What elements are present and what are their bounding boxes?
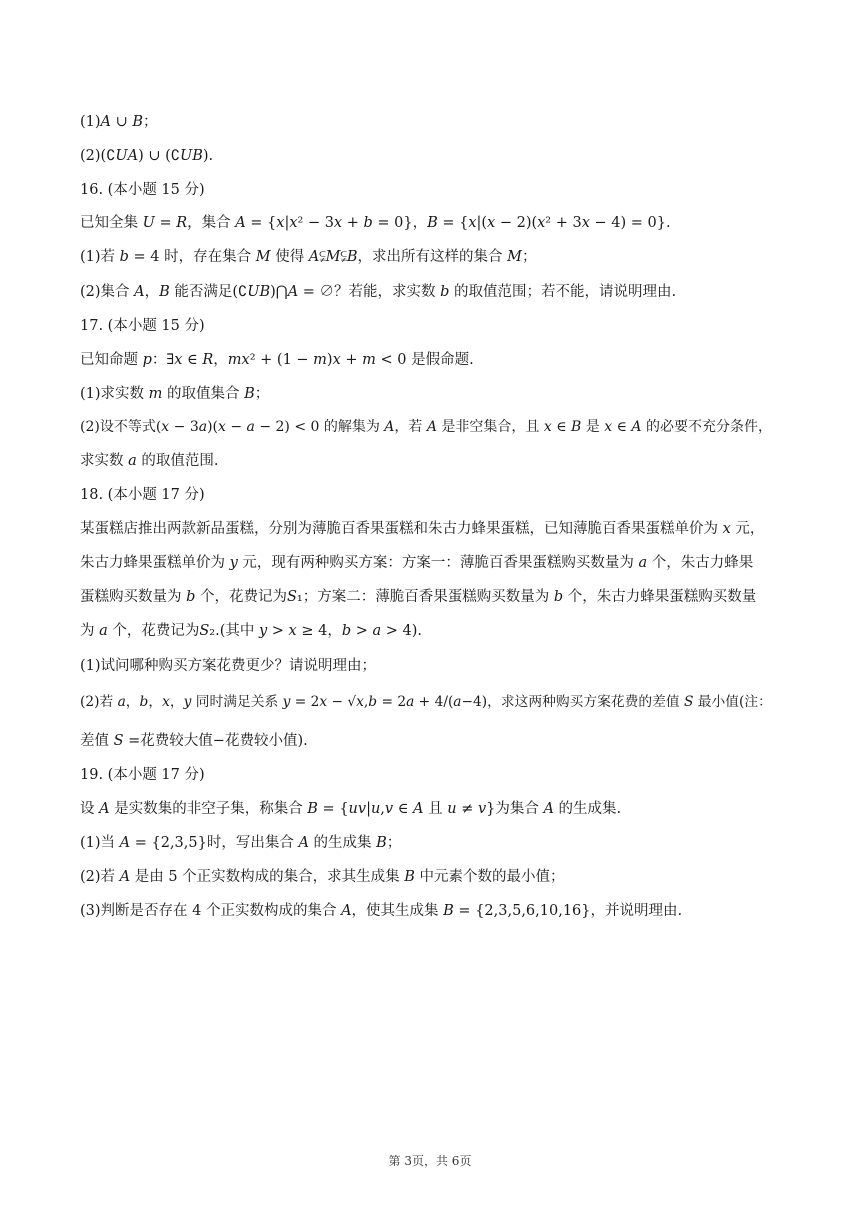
text-line: 蛋糕购买数量为 𝑏 个，花费记为𝑆₁；方案二：薄脆百香果蛋糕购买数量为 𝑏 个，朱古力蜂果蛋糕购买数量 — [80, 589, 757, 605]
text-line: (1)试问哪种购买方案花费更少？请说明理由； — [80, 658, 377, 674]
text-line: (2)设不等式(𝑥 − 3𝑎)(𝑥 − 𝑎 − 2) < 0 的解集为 𝐴，若 𝐴 是非空集合，且 𝑥 ∈ 𝐵 是 𝑥 ∈ 𝐴 的必要不充分条件， — [80, 419, 772, 435]
text-line: (1)求实数 𝑚 的取值集合 𝐵； — [80, 386, 270, 402]
text-line: (1)若 𝑏 = 4 时，存在集合 𝑀 使得 𝐴⫋𝑀⫋𝐵，求出所有这样的集合 𝑀； — [80, 249, 537, 265]
question-heading: 16. (本小题 15 分) — [80, 182, 205, 198]
question-heading: 17. (本小题 15 分) — [80, 318, 205, 334]
text-line: (2)若 𝐴 是由 5 个正实数构成的集合，求其生成集 𝐵 中元素个数的最小值； — [80, 869, 565, 885]
text-line: 已知命题 𝑝：∃𝑥 ∈ 𝑅，𝑚𝑥² + (1 − 𝑚)𝑥 + 𝑚 < 0 是假命题. — [80, 352, 474, 368]
text-line: (2)若 𝑎，𝑏，𝑥，𝑦 同时满足关系 𝑦 = 2𝑥 − √𝑥,𝑏 = 2𝑎 + 4/(𝑎−4)，求这两种购买方案花费的差值 𝑆 最小值(注： — [80, 694, 772, 710]
question-heading: 19. (本小题 17 分) — [80, 767, 205, 783]
text-line: (1)当 𝐴 = {2,3,5}时，写出集合 𝐴 的生成集 𝐵； — [80, 835, 402, 851]
text-line: (2)集合 𝐴，𝐵 能否满足(∁𝑈𝐵)⋂𝐴 = ∅？若能，求实数 𝑏 的取值范围；若不能，请说明理由. — [80, 284, 677, 300]
text-line: 已知全集 𝑈 = 𝑅，集合 𝐴 = {𝑥|𝑥² − 3𝑥 + 𝑏 = 0}，𝐵 = {𝑥|(𝑥 − 2)(𝑥² + 3𝑥 − 4) = 0}. — [80, 215, 671, 231]
text-line: 差值 𝑆 =花费较大值−花费较小值). — [80, 733, 308, 749]
question-heading: 18. (本小题 17 分) — [80, 487, 205, 503]
text-line: 某蛋糕店推出两款新品蛋糕，分别为薄脆百香果蛋糕和朱古力蜂果蛋糕，已知薄脆百香果蛋糕单价为 𝑥 元， — [80, 521, 765, 537]
text-line: 设 𝐴 是实数集的非空子集，称集合 𝐵 = {𝑢𝑣|𝑢,𝑣 ∈ 𝐴 且 𝑢 ≠ 𝑣}为集合 𝐴 的生成集. — [80, 801, 622, 817]
text-line: (3)判断是否存在 4 个正实数构成的集合 𝐴，使其生成集 𝐵 = {2,3,5,6,10,16}，并说明理由. — [80, 903, 683, 919]
text-line: 朱古力蜂果蛋糕单价为 𝑦 元，现有两种购买方案：方案一：薄脆百香果蛋糕购买数量为 𝑎 个，朱古力蜂果 — [80, 555, 754, 571]
text-line: (1)𝐴 ∪ 𝐵； — [80, 114, 158, 130]
text-line: 为 𝑎 个，花费记为𝑆₂.(其中 𝑦 > 𝑥 ≥ 4，𝑏 > 𝑎 > 4). — [80, 623, 422, 639]
text-line: 求实数 𝑎 的取值范围. — [80, 453, 219, 469]
page-footer: 第 3页，共 6页 — [388, 1154, 472, 1168]
text-line: (2)(∁𝑈𝐴) ∪ (∁𝑈𝐵). — [80, 148, 214, 164]
